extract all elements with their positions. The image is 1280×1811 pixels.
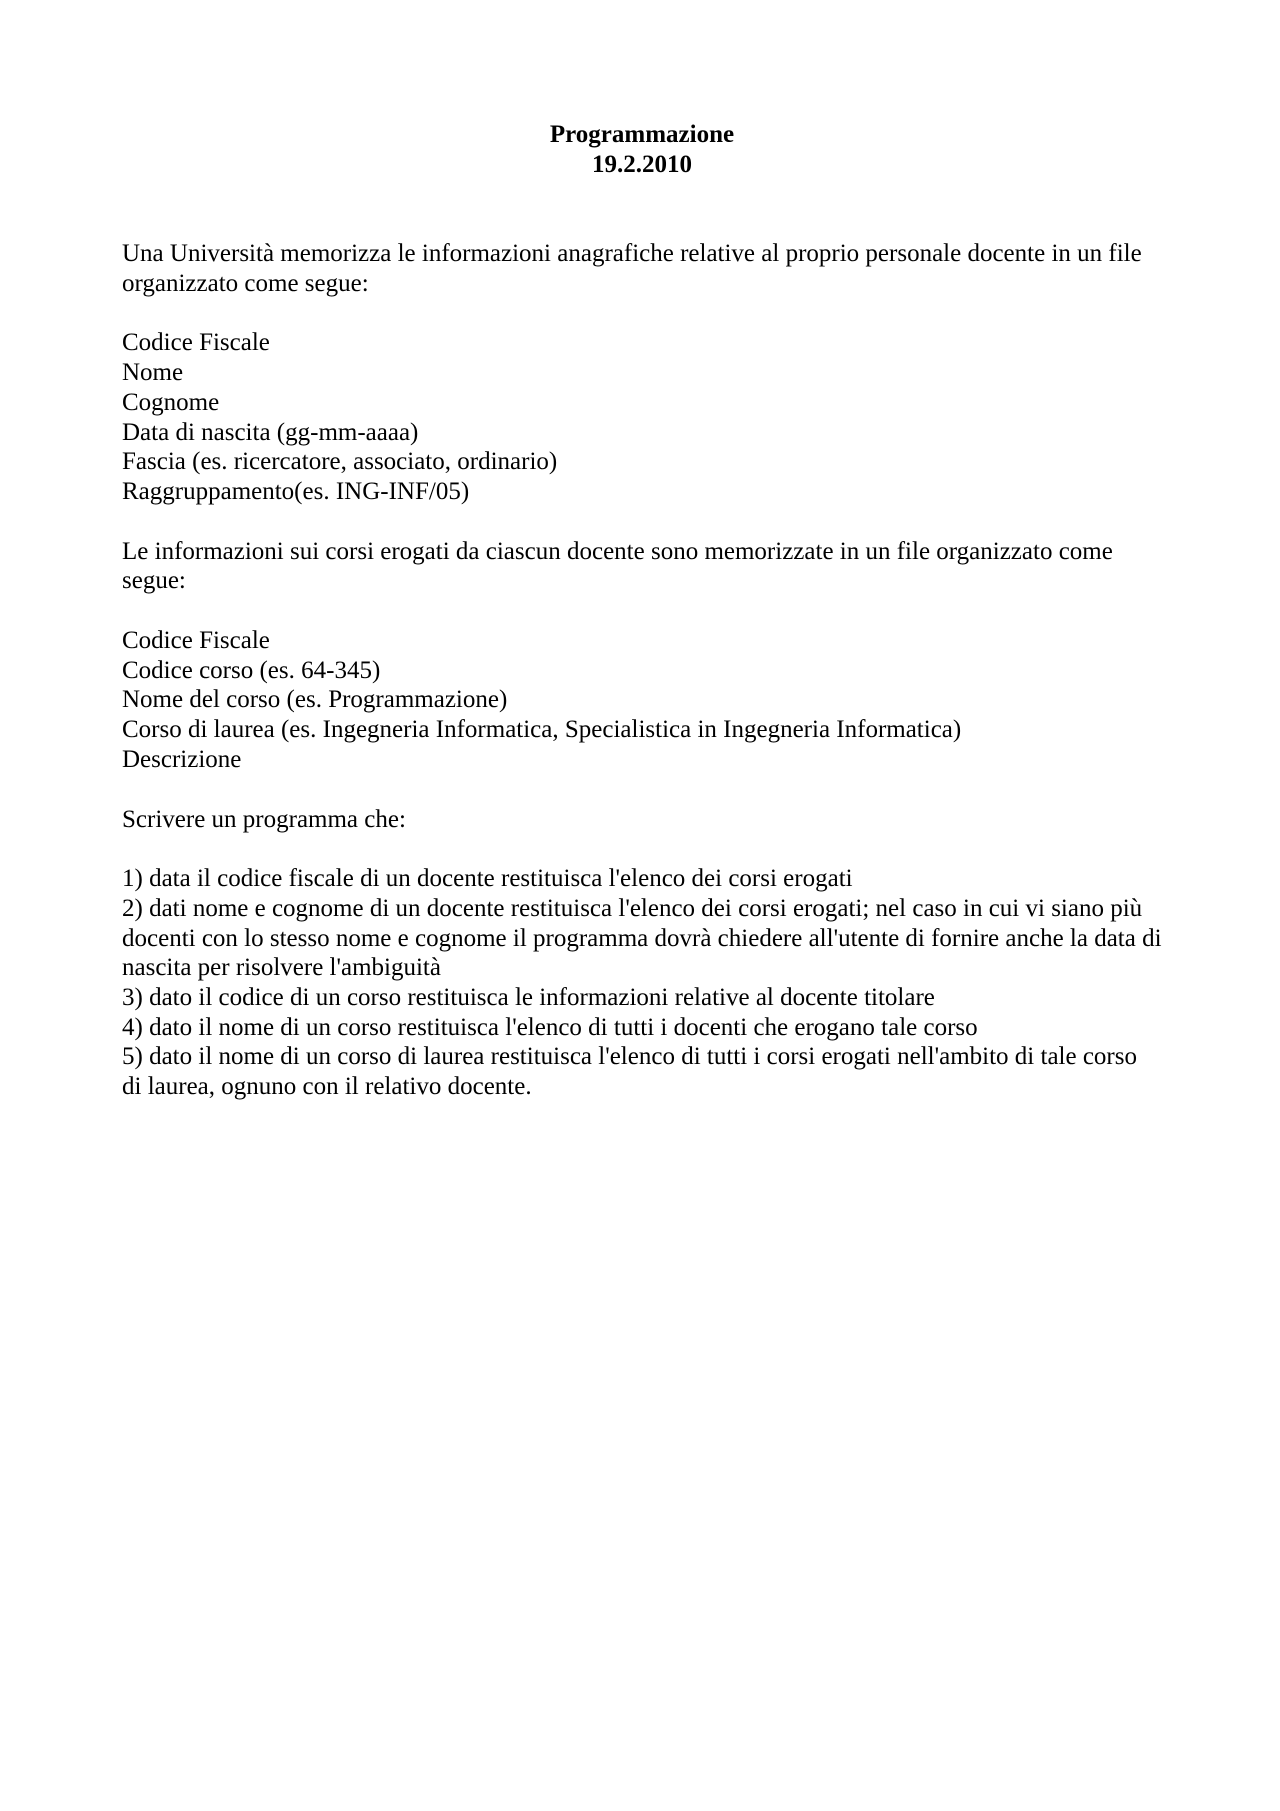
task-item: 2) dati nome e cognome di un docente restituisca l'elenco dei corsi erogati; nel caso in cui vi siano più docenti con lo stesso nome e cognome il programma dovrà chiedere all'utente di fornire anche la data di nascita per risolvere l'ambiguità [122, 894, 1162, 982]
list-item: Descrizione [122, 745, 242, 773]
task-item: 4) dato il nome di un corso restituisca l'elenco di tutti i docenti che erogano tale corso [122, 1013, 978, 1041]
document-content [122, 120, 1162, 1102]
list-item: Fascia (es. ricercatore, associato, ordinario) [122, 448, 558, 476]
list-item: Codice Fiscale [122, 627, 270, 655]
list-item: Codice corso (es. 64-345) [122, 656, 381, 684]
document-title: Programmazione [549, 121, 735, 148]
list-item: Cognome [122, 388, 220, 416]
spacer [122, 298, 1162, 328]
list-item: Nome del corso (es. Programmazione) [122, 686, 508, 714]
course-fields-list [122, 626, 1162, 775]
title-block [122, 120, 1162, 180]
spacer [122, 834, 1162, 864]
spacer [122, 180, 1162, 239]
program-prompt: Scrivere un programma che: [122, 805, 406, 833]
task-list [122, 864, 1162, 1102]
list-item: Corso di laurea (es. Ingegneria Informatica, Specialistica in Ingegneria Informatica) [122, 716, 962, 744]
intro-paragraph-1: Una Università memorizza le informazioni anagrafiche relative al proprio personale docente in un file organizzato come segue: [122, 240, 1142, 297]
spacer [122, 507, 1162, 537]
task-item: 3) dato il codice di un corso restituisca le informazioni relative al docente titolare [122, 984, 935, 1012]
document-date: 19.2.2010 [592, 151, 692, 178]
spacer [122, 596, 1162, 626]
teacher-fields-list [122, 328, 1162, 506]
list-item: Nome [122, 359, 184, 387]
task-item: 5) dato il nome di un corso di laurea restituisca l'elenco di tutti i corsi erogati nell'ambito di tale corso di laurea, ognuno con il relativo docente. [122, 1043, 1137, 1101]
task-item: 1) data il codice fiscale di un docente restituisca l'elenco dei corsi erogati [122, 865, 853, 893]
intro-paragraph-2: Le informazioni sui corsi erogati da ciascun docente sono memorizzate in un file organizzato come segue: [122, 537, 1113, 595]
spacer [122, 775, 1162, 805]
list-item: Data di nascita (gg-mm-aaaa) [122, 418, 419, 446]
list-item: Codice Fiscale [122, 329, 270, 357]
list-item: Raggruppamento(es. ING-INF/05) [122, 477, 470, 505]
